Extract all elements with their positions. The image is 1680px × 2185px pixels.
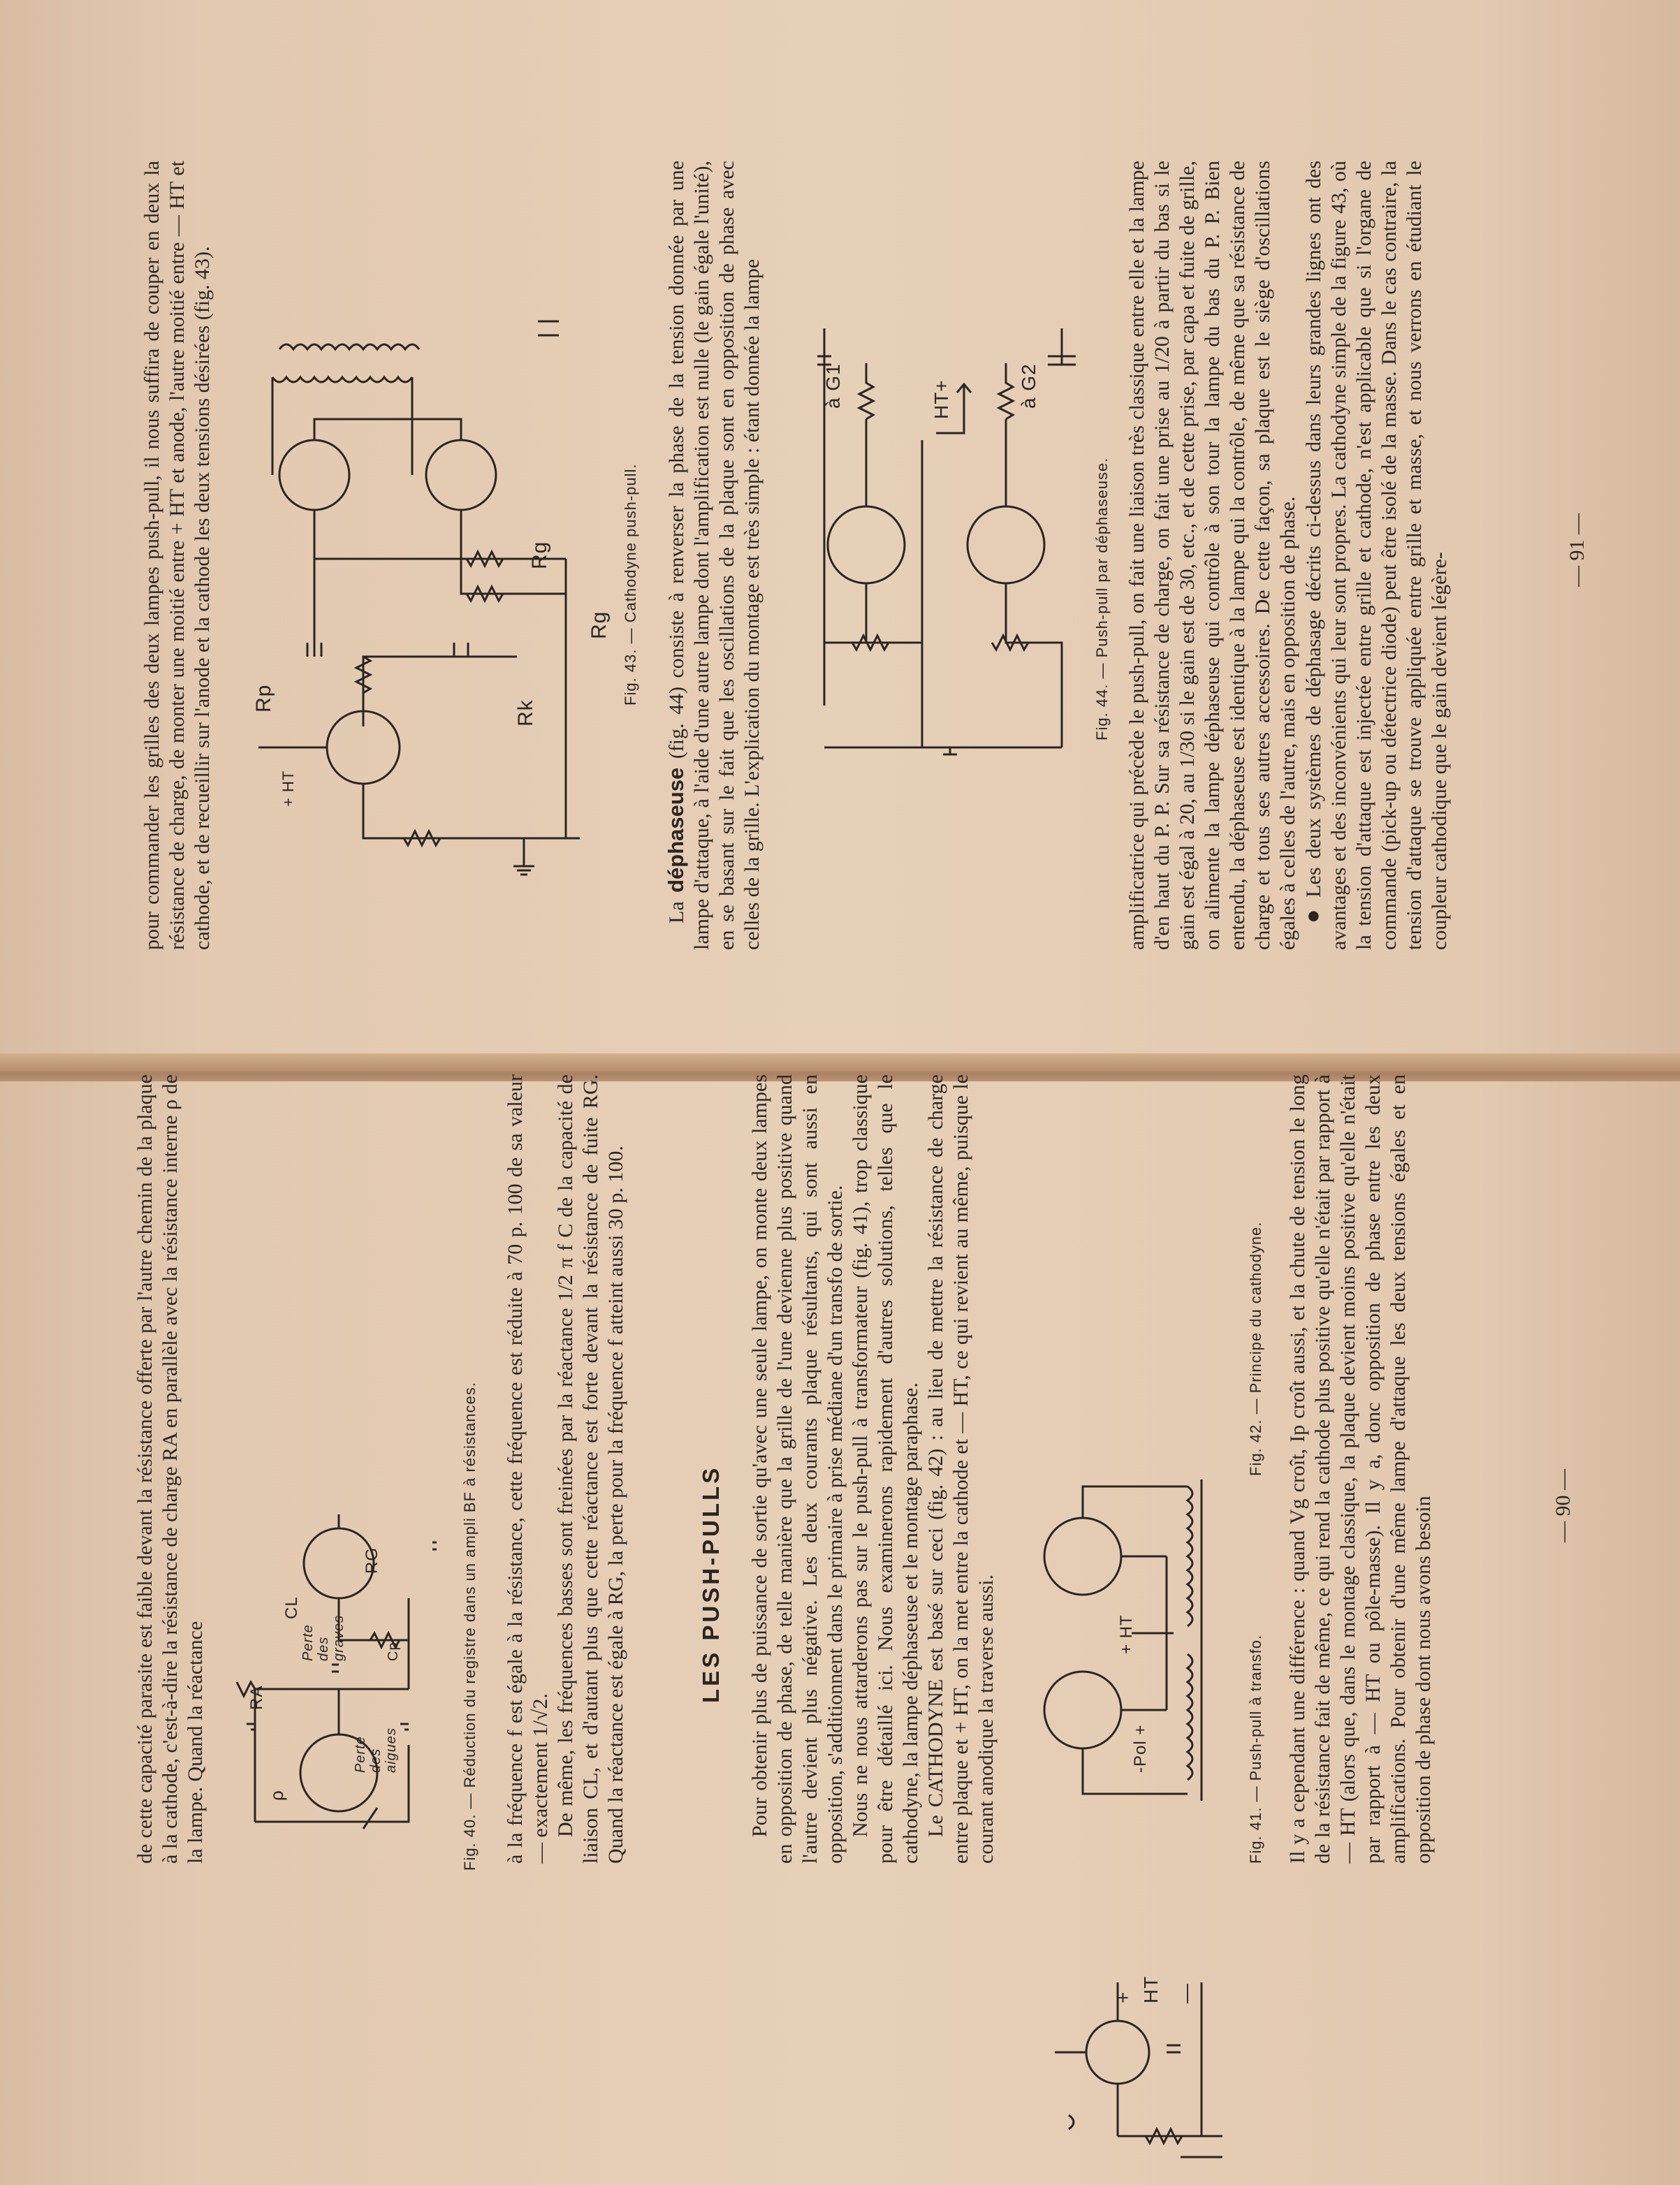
- fig40-label-rg: RG: [363, 1547, 381, 1574]
- fig44-tube-upper: [828, 506, 905, 583]
- p90-folio: — 90 —: [1551, 1469, 1575, 1542]
- fig44-cap-out2: [1048, 328, 1076, 365]
- fig43-label-hv: + HT: [279, 770, 297, 807]
- fig43-label-rg2: Rg: [587, 611, 611, 639]
- fig40-cap-cl: [332, 1665, 339, 1672]
- fig40-cap-parasite: [430, 1542, 437, 1549]
- fig43-ground: [513, 866, 534, 875]
- page-91: [0, 0, 1680, 1060]
- fig41-caption: Fig. 41. — Push-pull à transfo.: [1247, 1634, 1264, 1864]
- fig43-tube-lower: [426, 440, 496, 510]
- fig40-label-rho: ρ: [266, 1790, 287, 1801]
- fig43-tube-upper: [279, 440, 349, 510]
- p90-intro-text: de cette capacité parasite est faible devant la résistance offerte par l'autre chemin de la plaque à la cathode, c'est-à-dire la résistance de charge RA en parallèle avec la résistance interne ρ de la lampe. Quand la réactance: [133, 1074, 207, 1864]
- fig44-label-ht: HT+: [930, 379, 952, 419]
- fig42-label-minus: —: [1175, 1983, 1197, 2003]
- p90-frequency-text: à la fréquence f est égale à la résistance, cette fréquence est réduite à 70 p. 100 de sa valeur — exactement 1/√2. De même, les fréquences basses sont freinées par la réactance 1/2 π f C de la capacité de liaison CL, et d'autant plus que cette réactance est forte devant la résistance de fuite RG. Quand la réactance est égale à RG, la perte pour la fréquence f atteint aussi 30 p. 100.: [504, 1074, 627, 1864]
- fig42-label-plus: +: [1112, 1991, 1134, 2003]
- fig43-caption: Fig. 43. — Cathodyne push-pull.: [622, 463, 639, 706]
- dephaseuse-term: déphaseuse: [664, 767, 688, 893]
- p90-cathodyne-text: Il y a cependant une différence : quand Vg croît, Ip croît aussi, et la chute de tension le long de la résistance fait de même, ce qui rend la cathode plus positive qu'elle n'était par rapport à — HT (alors que, dans le montage classique, la plaque devient moins positive qu'elle n'était par rapport à — HT ou pôle-masse). Il y a, donc opposition de phase entre les deux amplifications. Pour obtenir d'une même lampe d'attaque les deux tensions égales et en opposition de phase dont nous avons besoin: [1286, 1074, 1435, 1864]
- fig42-input-coil: [1069, 2115, 1074, 2129]
- fig41-label-pol: -Pol +: [1131, 1724, 1150, 1773]
- fig42-tube: [1086, 2021, 1149, 2084]
- fig41-tube-2: [1044, 1672, 1121, 1748]
- fig43-label-rp: Rp: [252, 684, 275, 712]
- fig40-caption: Fig. 40. — Réduction du registre dans un ampli BF à résistances.: [461, 1382, 479, 1871]
- fig41-label-ht: + HT: [1117, 1614, 1136, 1654]
- bullet-point: ●: [1300, 905, 1326, 923]
- fig44-cap-out1: [817, 328, 831, 365]
- fig40-label-ra: RA: [247, 1685, 266, 1710]
- fig40-label-perte-aigues: Perte des aigues: [353, 1727, 399, 1773]
- fig43-label-rg1: Rg: [528, 541, 551, 569]
- fig41-output-transformer: [1188, 1647, 1201, 1801]
- fig44-label-g2: à G2: [1018, 363, 1039, 409]
- fig40-schematic: [241, 1514, 451, 1836]
- fig43-output-transformer: [272, 344, 419, 382]
- fig44-caption: Fig. 44. — Push-pull par déphaseuse.: [1093, 457, 1111, 740]
- fig41-input-transformer: [1188, 1479, 1201, 1647]
- fig43-cap-3: [538, 321, 559, 335]
- fig43-cap-1: [307, 559, 321, 657]
- fig43-label-rk: Rk: [514, 699, 537, 726]
- fig40-label-cp: Cp: [386, 1642, 401, 1661]
- fig44-tube-lower: [967, 506, 1044, 583]
- fig44-res-load-2: [999, 363, 1013, 419]
- section-heading-push-pulls: LES PUSH-PULLS: [698, 1465, 724, 1703]
- fig42-cap: [1167, 2045, 1181, 2052]
- fig42-label-ht: HT: [1140, 1975, 1162, 2003]
- p91-folio: — 91 —: [1565, 513, 1588, 587]
- fig40-label-perte-graves: Perte des graves: [300, 1614, 346, 1661]
- fig44-res-load-1: [859, 363, 873, 419]
- fig42-caption: Fig. 42. — Principe du cathodyne.: [1247, 1221, 1264, 1476]
- p91-intro-text: pour commander les grilles des deux lampes push-pull, il nous suffira de couper en deux la résistance de charge, de monter une moitié entre + HT et anode, l'autre moitié entre — HT et cathode, et de recueillir sur l'anode et la cathode les deux tensions désirées (fig. 43).: [140, 161, 214, 950]
- p91-amplificatrice-text: amplificatrice qui précède le push-pull, on fait une liaison très classique entre elle et la lampe d'en haut du P. P. Sur sa résistance de charge, on fait une prise au 1/20 à partir du bas si le gain est égal à 20, au 1/30 si le gain est de 30, etc., et de cette prise, par capa et fuite de grille, on alimente la lampe déphaseuse qui contrôle à son tour la lampe du bas du P. P. Bien entendu, la déphaseuse est identique à la lampe qui la contrôle, de même que sa résistance de charge et tous ses autres accessoires. De cette façon, sa plaque est le siège d'oscillations égales à celles de l'autre, mais en opposition de phase. ● Les deux systèmes de déphasage décrits ci-dessus dans leurs grandes lignes ont des avantages et des inconvénients qui leur sont propres. La cathodyne simple de la figure 43, où la tension d'attaque est injectée entre grille et cathode, n'est applicable que si l'organe de commande (pick-up ou détectrice diode) peut être isolé de la masse. Dans le cas contraire, la tension d'attaque se trouve appliquée entre grille et masse, et nous verrons en étudiant le coupleur cathodique que le gain devient légère-: [1125, 161, 1451, 950]
- page-90: [0, 1074, 1680, 2185]
- p91-dephaseuse-text: La déphaseuse (fig. 44) consiste à renverser la phase de la tension donnée par une lampe d'attaque, à l'aide d'une autre lampe dont l'amplification est nulle (le gain égale l'unité), en se basant sur le fait que les oscillations de la plaque sont en opposition de phase avec celles de la grille. L'explication du montage est très simple : étant donnée la lampe: [664, 160, 764, 950]
- fig44-label-g1: à G1: [822, 363, 844, 409]
- fig41-tube-1: [1044, 1518, 1121, 1595]
- fig40-label-cl: CL: [282, 1596, 301, 1619]
- fig43-cap-2: [454, 643, 468, 657]
- p90-pushpull-text: Pour obtenir plus de puissance de sortie qu'avec une seule lampe, on monte deux lampes en opposition de phase, de telle manière que la grille de l'une devienne plus positive quand l'autre devient plus négative. Les deux courants plaque résultants, qui sont aussi en opposition, s'additionnent dans le primaire à prise médiane d'un transfo de sortie. Nous ne nous attarderons pas sur le push-pull à transformateur (fig. 41), trop classique pour être détaillé ici. Nous examinerons rapidement d'autres solutions, telles que le cathodyne, la lampe déphaseuse et le montage paraphase. Le CATHODYNE est basé sur ceci (fig. 42) : au lieu de mettre la résistance de charge entre plaque et + HT, on la met entre la cathode et — HT, ce qui revient au même, puisque le courant anodique la traverse aussi.: [748, 1074, 998, 1864]
